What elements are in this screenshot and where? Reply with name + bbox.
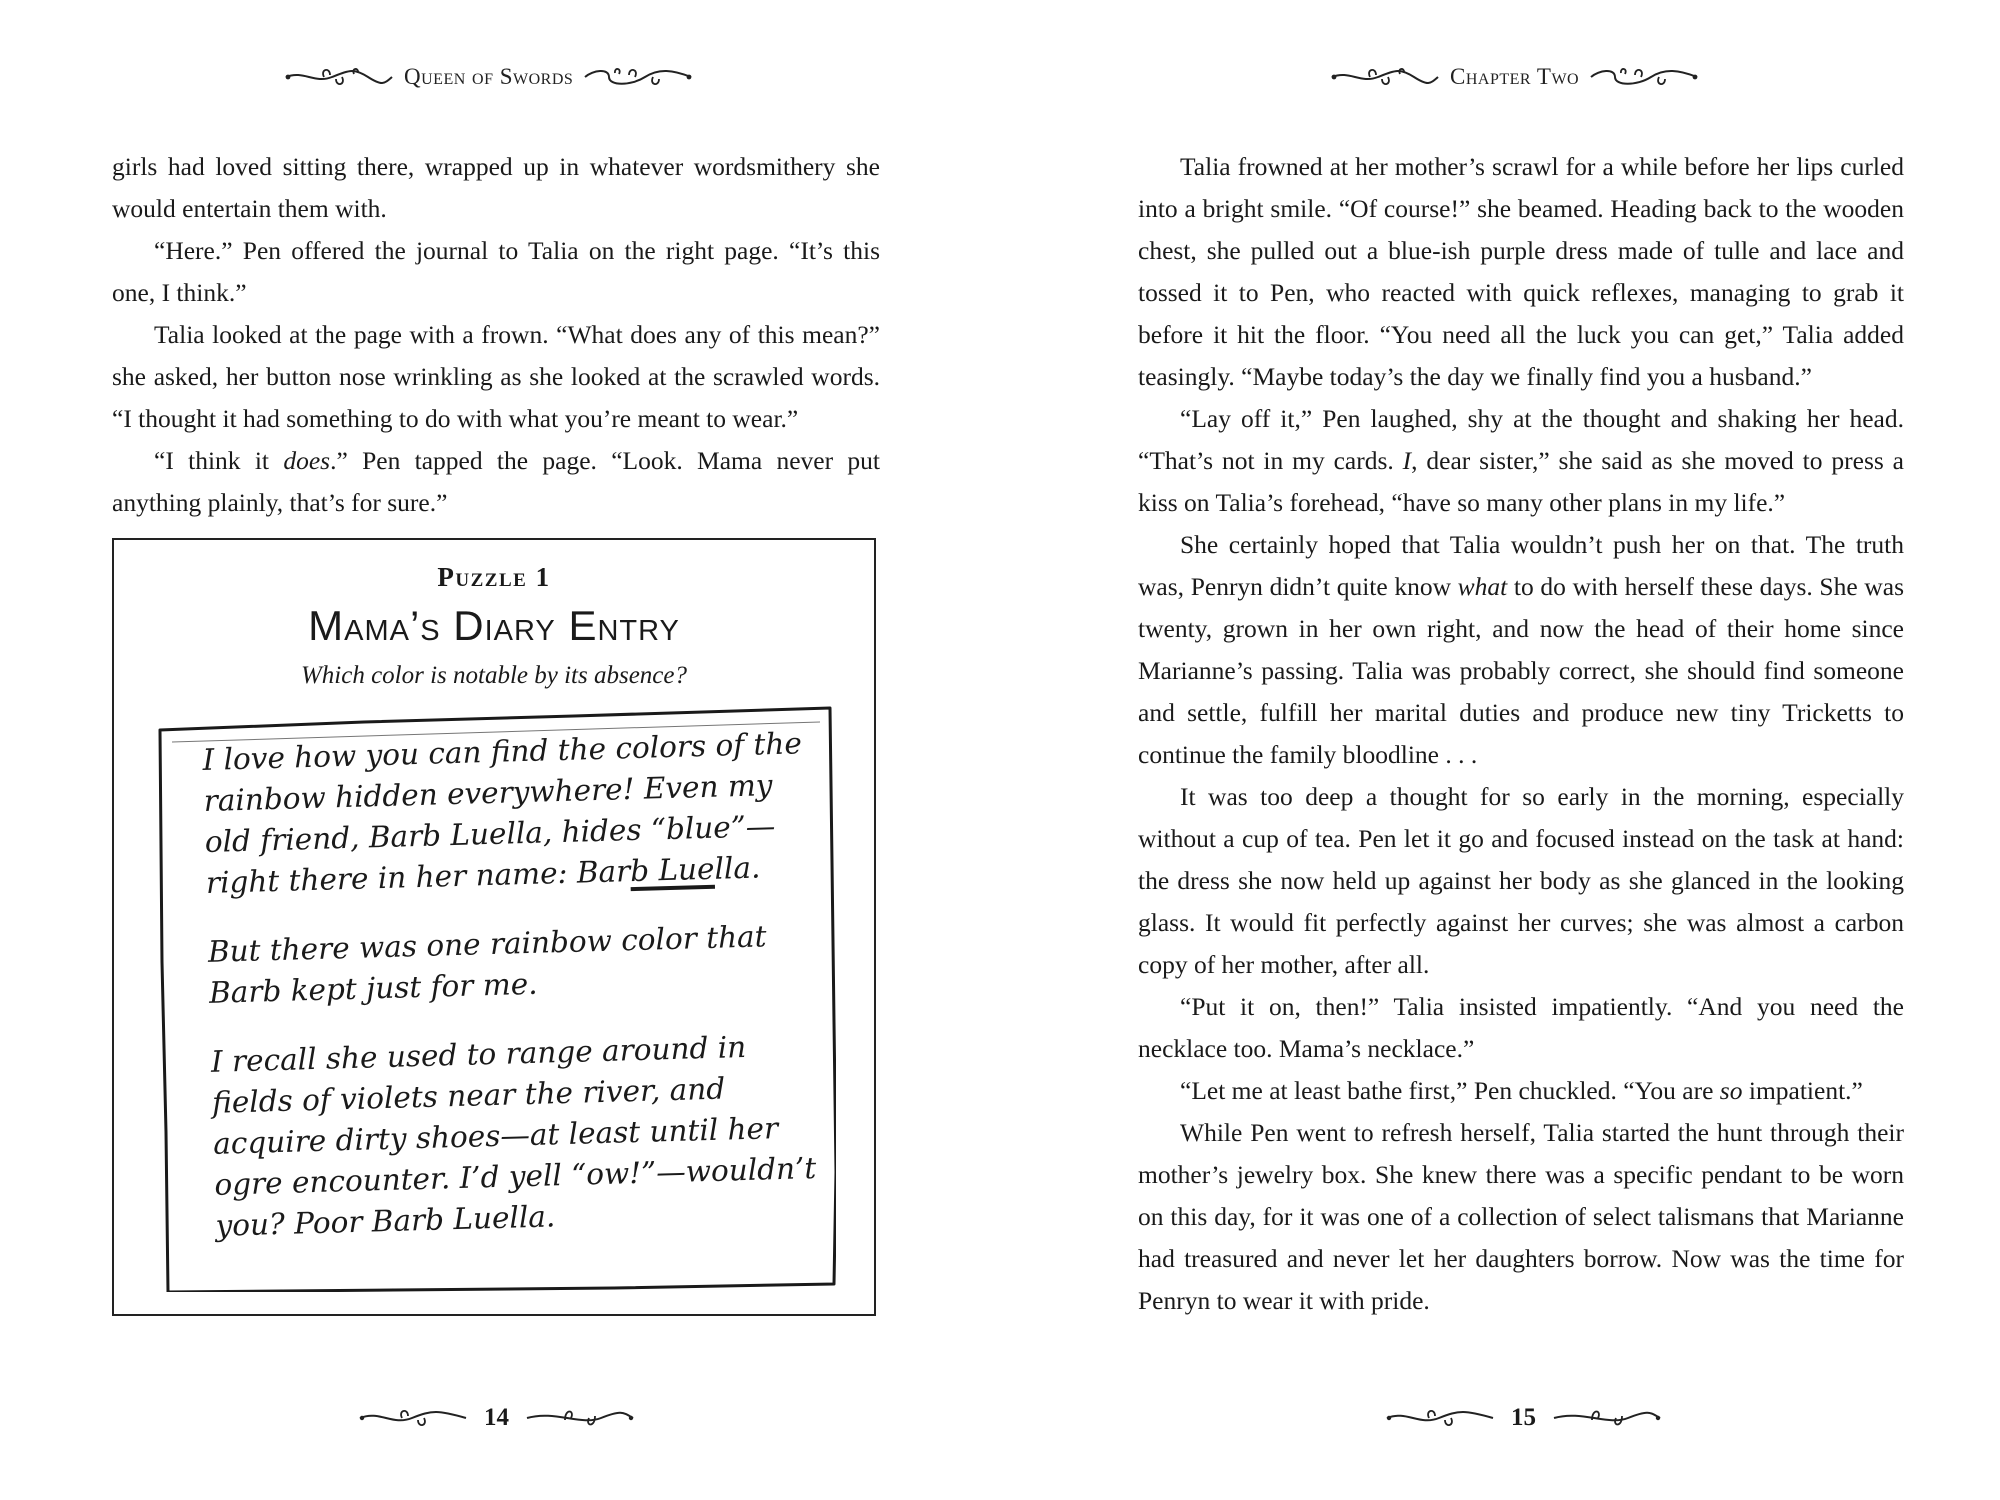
right-body-text — [1138, 146, 1904, 1322]
puzzle-label: Puzzle 1 — [437, 562, 551, 592]
text-run: girls had loved sitting there, wrapped up in whatever wordsmithery she would entertain them with. — [112, 152, 880, 223]
paragraph — [112, 146, 880, 230]
italic-text: does — [283, 446, 331, 475]
footer-flourish-left-icon — [358, 1406, 468, 1430]
text-run: It was too deep a thought for so early in the morning, especially without a cup of tea. Pen let it go and focused instead on the task at hand: the dress she now held up against her body as she glanced in the looking glass. It would fit perfectly against her curves; she was almost a carbon copy of her mother, after all. — [1138, 782, 1904, 979]
text-run: She certainly hoped that Talia wouldn’t push her on that. The truth was, Penryn didn’t quite know — [1138, 530, 1904, 601]
text-run: to do with herself these days. She was twenty, grown in her own right, and now the head of their home since Marianne’s passing. Talia was probably correct, she should find someone and settle, fulfill her marital duties and produce new tiny Tricketts to continue the family bloodline . . . — [1138, 572, 1904, 769]
diary-paragraph — [202, 723, 816, 904]
diary-entry-text — [202, 723, 827, 1275]
text-run: impatient.” — [1742, 1076, 1863, 1105]
text-run: Talia looked at the page with a frown. “What does any of this mean?” she asked, her button nose wrinkling as she looked at the scrawled words. “I thought it had something to do with what you’re meant to wear.” — [112, 320, 880, 433]
page-number-footer — [358, 1404, 635, 1432]
paragraph — [1138, 398, 1904, 524]
paragraph — [1138, 146, 1904, 398]
paragraph — [112, 230, 880, 314]
paragraph — [1138, 986, 1904, 1070]
italic-text: what — [1457, 572, 1508, 601]
italic-text: I — [1402, 446, 1412, 475]
diary-paragraph — [207, 915, 819, 1014]
flourish-left-icon — [284, 64, 394, 90]
text-run: “Here.” Pen offered the journal to Talia on the right page. “It’s this one, I think.” — [112, 236, 880, 307]
text-run: “Put it on, then!” Talia insisted impatiently. “And you need the necklace too. Mama’s necklace.” — [1138, 992, 1904, 1063]
text-run: Talia frowned at her mother’s scrawl for a while before her lips curled into a bright smile. “Of course!” she beamed. Heading back to the wooden chest, she pulled out a blue-ish purple dress made of tulle and lace and tossed it to Pen, who reacted with quick reflexes, managing to grab it before it hit the floor. “You need all the luck you can get,” Talia added teasingly. “Maybe today’s the day we finally find you a husband.” — [1138, 152, 1904, 391]
text-run: “I think it — [154, 446, 284, 475]
diary-paragraph — [210, 1025, 825, 1247]
header-title: Chapter Two — [1450, 64, 1580, 89]
puzzle-box — [112, 538, 876, 1316]
paragraph — [112, 314, 880, 440]
flourish-right-icon — [1589, 64, 1699, 90]
puzzle-subtitle: Which color is notable by its absence? — [300, 662, 688, 689]
diary-note — [154, 702, 836, 1292]
right-page — [1000, 0, 2000, 1500]
text-run: I love how you can find the colors of the rainbow hidden everywhere! Even my old friend, Barb Luella, hides “blue”—right there in her name: Bar — [202, 726, 803, 900]
paragraph — [1138, 1112, 1904, 1322]
puzzle-title: Mama’s Diary Entry — [308, 602, 680, 649]
flourish-right-icon — [583, 64, 693, 90]
paragraph — [112, 440, 880, 524]
page-number-footer — [1385, 1404, 1662, 1432]
header-title: Queen of Swords — [404, 64, 574, 89]
text-run: “Lay off it,” Pen laughed, shy at the thought and shaking her head. “That’s not in my cards. — [1138, 404, 1904, 475]
text-run: “Let me at least bathe first,” Pen chuckled. “You are — [1180, 1076, 1720, 1105]
footer-flourish-right-icon — [525, 1406, 635, 1430]
text-run: But there was one rainbow color that Barb kept just for me. — [207, 919, 767, 1010]
running-header — [1330, 64, 1699, 90]
italic-text: so — [1719, 1076, 1743, 1105]
text-run: .” Pen tapped the page. “Look. Mama never put anything plainly, that’s for sure.” — [112, 446, 880, 517]
running-header — [284, 64, 693, 90]
paragraph — [1138, 524, 1904, 776]
page-number: 15 — [1511, 1404, 1536, 1431]
text-run: lla. — [713, 850, 761, 886]
text-run: , dear sister,” she said as she moved to press a kiss on Talia’s forehead, “have so many other plans in my life.” — [1138, 446, 1904, 517]
underlined-text: b Lue — [629, 851, 715, 889]
footer-flourish-right-icon — [1552, 1406, 1662, 1430]
paragraph — [1138, 776, 1904, 986]
page-number: 14 — [484, 1404, 509, 1431]
text-run: I recall she used to range around in fields of violets near the river, and acquire dirty shoes—at least until her ogre encounter. I’d yell “ow!”—wouldn’t you? Poor Barb Luella. — [210, 1029, 817, 1243]
text-run: While Pen went to refresh herself, Talia started the hunt through their mother’s jewelry box. She knew there was a specific pendant to be worn on this day, for it was one of a collection of select talismans that Marianne had treasured and never let her daughters borrow. Now was the time for Penryn to wear it with pride. — [1138, 1118, 1904, 1315]
footer-flourish-left-icon — [1385, 1406, 1495, 1430]
left-body-text — [112, 146, 880, 524]
paragraph — [1138, 1070, 1904, 1112]
flourish-left-icon — [1330, 64, 1440, 90]
